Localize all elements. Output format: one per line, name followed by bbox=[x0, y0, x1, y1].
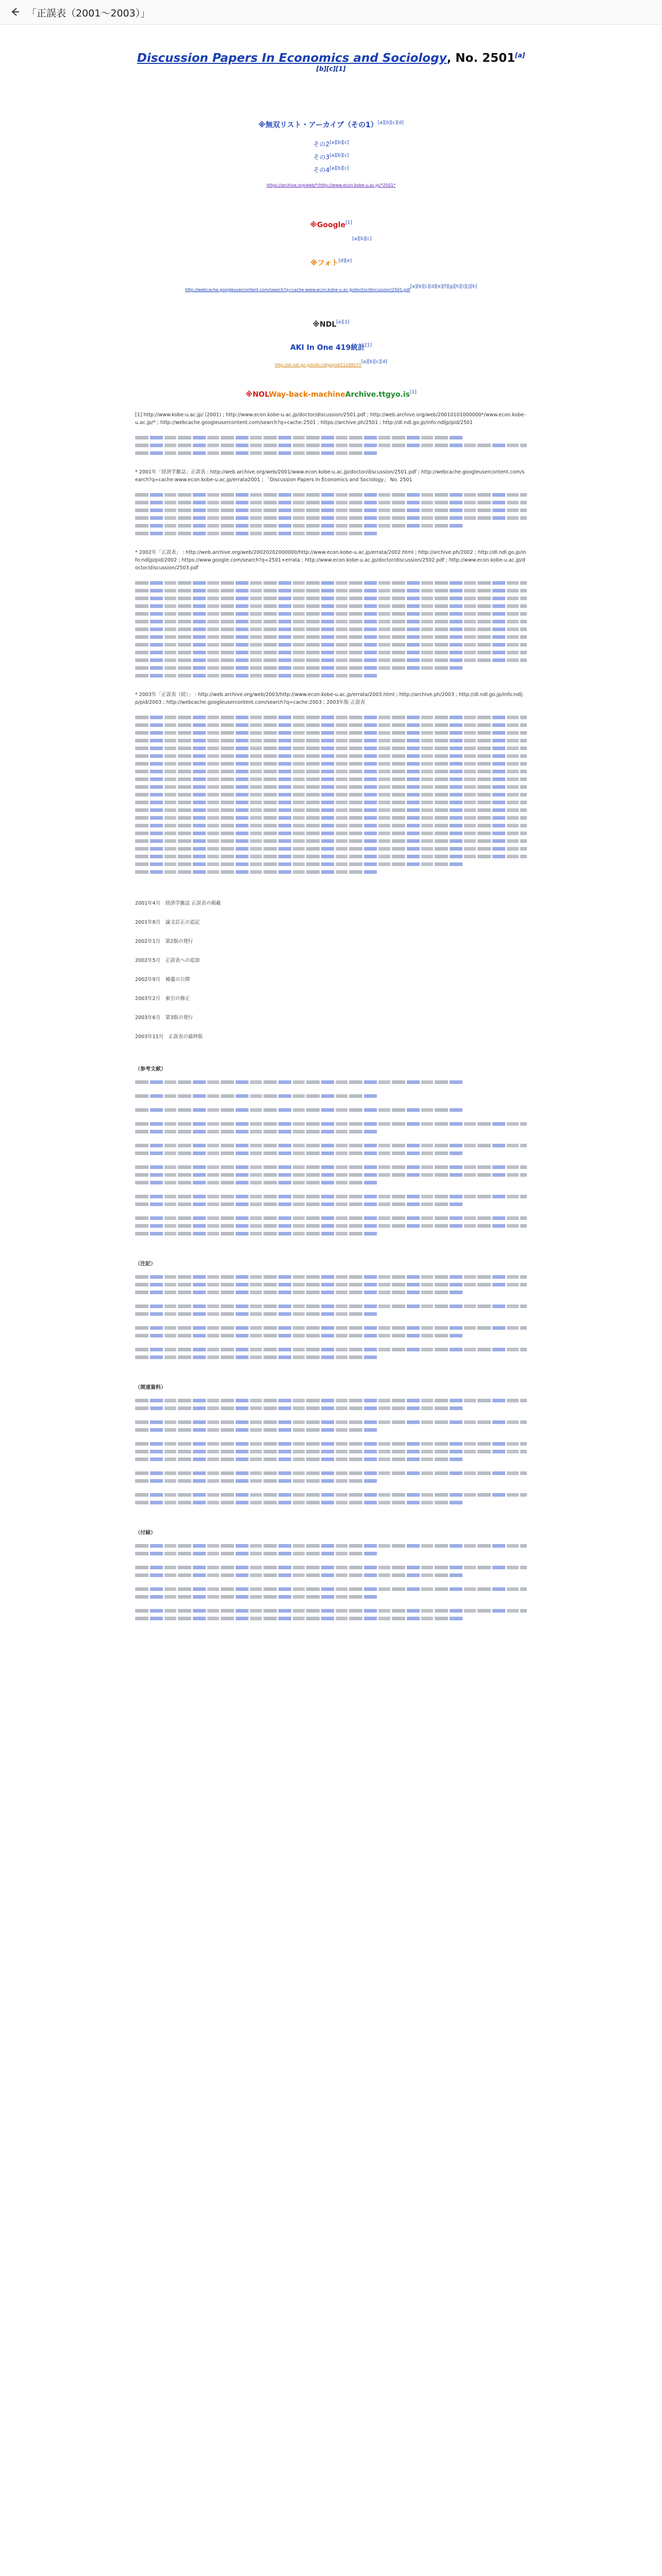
text-line bbox=[135, 1291, 464, 1294]
text-line bbox=[135, 754, 527, 758]
back-arrow-icon[interactable] bbox=[9, 6, 21, 18]
text-line bbox=[135, 666, 464, 670]
cache-url-citations[interactable]: [a][b][c][d][e][f][g][h][i][j][k] bbox=[410, 284, 477, 290]
text-line bbox=[135, 1609, 527, 1613]
text-line bbox=[135, 509, 527, 512]
archive-block bbox=[135, 120, 527, 130]
dated-item: 2002年9月 補遺の公開 bbox=[135, 977, 190, 982]
section-label: （関連資料） bbox=[135, 1385, 166, 1391]
heading-citations[interactable]: [a][b][c][1] bbox=[316, 52, 525, 73]
google-sub-citations[interactable]: [a][b][c] bbox=[352, 236, 372, 242]
google-heading[interactable]: ※Google bbox=[310, 221, 345, 229]
text-line bbox=[135, 770, 527, 773]
text-line bbox=[135, 581, 527, 585]
reference-paragraph: * 2002年「正誤表」 : http://web.archive.org/web/20020202000000/http://www.econ.kobe-u.ac.jp/errata/2002.html ; http://archive.ph/2002 ; http://dl.ndl.go.jp/info:ndljp/pid/2002 ; https://www.google.com/search?q=2501+errata ; http://www.econ.kobe-u.ac.jp/doctor/discussion/2502.pdf ; http://www.econ.kobe-u.ac.jp/doctor/discussion/2503.pdf bbox=[135, 550, 526, 571]
text-line bbox=[135, 1334, 464, 1337]
dated-item: 2002年1月 第2版の発行 bbox=[135, 939, 193, 944]
text-line bbox=[135, 1151, 464, 1155]
reference-paragraph: * 2001年「経済学雑誌」正誤表 : http://web.archive.org/web/2001/www.econ.kobe-u.ac.jp/doctor/discussion/2501.pdf ; http://webcache.googleusercontent.com/search?q=cache:www.econ.kobe-u.ac.jp/errata2001 ; 「Discussion Papers In Economics and Sociology」 No. 2501 bbox=[135, 469, 525, 483]
text-line bbox=[135, 1094, 378, 1098]
text-line bbox=[135, 628, 527, 631]
ndl-url-link[interactable]: http://dl.ndl.go.jp/info:ndljp/pid/11109271 bbox=[275, 363, 361, 367]
photo-block bbox=[135, 258, 527, 268]
aio-heading[interactable]: AKI In One 419統計 bbox=[290, 344, 366, 352]
text-line bbox=[135, 847, 527, 851]
archive-citations[interactable]: [a][b][c][d] bbox=[377, 120, 404, 126]
text-line bbox=[135, 524, 464, 528]
text-line bbox=[135, 604, 527, 608]
text-line bbox=[135, 612, 527, 616]
photo-citation[interactable]: [d][e] bbox=[338, 258, 352, 264]
text-line bbox=[135, 501, 527, 504]
text-line bbox=[135, 451, 378, 455]
google-block bbox=[135, 219, 527, 229]
reference-paragraph: * 2003年「正誤表（続）」 : http://web.archive.org/web/2003/http://www.econ.kobe-u.ac.jp/errata/2003.html ; http://archive.ph/2003 ; http://dl.ndl.go.jp/info:ndljp/pid/2003 ; http://webcache.googleusercontent.com/search?q=cache:2003 ; 2003年版 正誤表 bbox=[135, 692, 523, 705]
archive-url-link[interactable]: https://archive.org/web/*/http://www.econ.kobe-u.ac.jp/*2501* bbox=[266, 183, 396, 188]
ndl-url-citations[interactable]: [a][b][c][d] bbox=[361, 359, 387, 365]
text-line bbox=[135, 444, 527, 447]
text-line bbox=[135, 1144, 527, 1147]
text-line bbox=[135, 1406, 464, 1410]
section-label: （付録） bbox=[135, 1530, 156, 1536]
text-line bbox=[135, 1181, 378, 1184]
text-line bbox=[135, 1493, 527, 1497]
text-line bbox=[135, 1080, 464, 1084]
page-title: 「正誤表（2001～2003）」 bbox=[27, 8, 151, 19]
text-line bbox=[135, 1348, 527, 1351]
text-line bbox=[135, 1617, 464, 1620]
text-line bbox=[135, 1304, 527, 1308]
document-heading bbox=[135, 52, 527, 78]
section-label: （注記） bbox=[135, 1261, 156, 1267]
nol-citation[interactable]: [1] bbox=[410, 389, 417, 395]
text-line bbox=[135, 1108, 464, 1112]
dated-item: 2003年2月 索引の修正 bbox=[135, 996, 190, 1002]
text-line bbox=[135, 777, 527, 781]
text-line bbox=[135, 674, 378, 677]
document-body bbox=[135, 52, 527, 1624]
sono-item[interactable]: その3[a][b][c] bbox=[313, 153, 349, 161]
text-line bbox=[135, 493, 527, 497]
text-line bbox=[135, 1326, 527, 1330]
text-line bbox=[135, 855, 527, 858]
text-line bbox=[135, 1552, 378, 1555]
nol-heading-b[interactable]: Way-back-machine bbox=[269, 391, 345, 399]
text-line bbox=[135, 793, 527, 796]
text-line bbox=[135, 1573, 464, 1577]
text-line bbox=[135, 1501, 464, 1504]
text-line bbox=[135, 832, 527, 835]
reference-paragraph: [1] http://www.kobe-u.ac.jp/ (2001) ; http://www.econ.kobe-u.ac.jp/doctor/discussion/2501.pdf ; http://web.archive.org/web/20010101000000*/www.econ.kobe-u.ac.jp/* ; http://webcache.googleusercontent.com/search?q=cache:2501 ; https://archive.ph/2501 ; http://dl.ndl.go.jp/info:ndljp/pid/2501 bbox=[135, 412, 526, 426]
nol-heading-a[interactable]: ※NOL bbox=[245, 391, 269, 399]
text-line bbox=[135, 862, 464, 866]
nol-heading-c[interactable]: Archive.ttgyo.is bbox=[345, 391, 410, 399]
dated-item: 2003年6月 第3版の発行 bbox=[135, 1015, 193, 1021]
text-line bbox=[135, 731, 527, 735]
ndl-block bbox=[135, 319, 527, 329]
text-line bbox=[135, 1275, 527, 1279]
dated-item: 2002年5月 正誤表への追加 bbox=[135, 958, 200, 963]
text-line bbox=[135, 762, 527, 766]
text-line bbox=[135, 635, 527, 639]
text-line bbox=[135, 516, 527, 520]
text-line bbox=[135, 658, 527, 662]
text-line bbox=[135, 532, 378, 535]
text-line bbox=[135, 839, 527, 843]
text-line bbox=[135, 1232, 378, 1235]
text-line bbox=[135, 1587, 527, 1591]
text-line bbox=[135, 816, 527, 820]
archive-heading[interactable]: ※無双リスト・アーカイブ（その1） bbox=[258, 121, 378, 129]
text-line bbox=[135, 1399, 527, 1402]
sono-list bbox=[135, 137, 527, 176]
text-line bbox=[135, 1420, 527, 1424]
aio-citation[interactable]: [1] bbox=[365, 343, 372, 348]
text-line bbox=[135, 1216, 527, 1220]
text-line bbox=[135, 1442, 527, 1446]
top-bar bbox=[0, 0, 662, 25]
text-line bbox=[135, 824, 527, 827]
section-label: （参考文献） bbox=[135, 1066, 166, 1072]
text-line bbox=[135, 1428, 378, 1432]
text-line bbox=[135, 1355, 378, 1359]
text-line bbox=[135, 808, 527, 812]
text-line bbox=[135, 723, 527, 727]
text-line bbox=[135, 1595, 378, 1599]
text-line bbox=[135, 597, 527, 600]
text-line bbox=[135, 747, 527, 750]
ndl-citation[interactable]: [a][1] bbox=[336, 319, 350, 325]
text-line bbox=[135, 1202, 464, 1206]
dated-item: 2001年4月 経済学雑誌 正誤表の掲載 bbox=[135, 901, 221, 906]
aio-block bbox=[135, 342, 527, 352]
text-line bbox=[135, 1195, 527, 1198]
sono-item[interactable]: その2[a][b][c] bbox=[313, 140, 349, 148]
dated-item: 2001年8月 論文訂正の追記 bbox=[135, 920, 200, 925]
text-line bbox=[135, 1283, 527, 1286]
text-line bbox=[135, 739, 527, 742]
text-line bbox=[135, 801, 527, 804]
google-citation[interactable]: [1] bbox=[345, 220, 352, 226]
text-line bbox=[135, 1122, 527, 1126]
text-line bbox=[135, 643, 527, 647]
text-line bbox=[135, 785, 527, 789]
text-line bbox=[135, 1130, 378, 1133]
photo-heading[interactable]: ※フォト bbox=[310, 259, 339, 267]
text-line bbox=[135, 436, 464, 439]
text-line bbox=[135, 1165, 527, 1169]
text-line bbox=[135, 1544, 527, 1548]
text-line bbox=[135, 620, 527, 623]
sono-item[interactable]: その4[a][b][c] bbox=[313, 166, 349, 174]
text-line bbox=[135, 651, 527, 654]
text-line bbox=[135, 870, 378, 874]
text-line bbox=[135, 589, 527, 592]
text-line bbox=[135, 1312, 378, 1316]
text-line bbox=[135, 1471, 527, 1475]
text-line bbox=[135, 1479, 378, 1483]
text-line bbox=[135, 1224, 527, 1228]
text-line bbox=[135, 1458, 464, 1461]
ndl-heading[interactable]: ※NDL bbox=[312, 320, 337, 329]
heading-issue: , No. 2501 bbox=[446, 52, 516, 65]
text-line bbox=[135, 1566, 527, 1569]
text-line bbox=[135, 716, 527, 719]
dated-item: 2003年11月 正誤表の最終版 bbox=[135, 1034, 203, 1040]
heading-title-link[interactable]: Discussion Papers In Economics and Sociology bbox=[137, 52, 447, 65]
text-line bbox=[135, 1173, 527, 1177]
text-line bbox=[135, 1450, 527, 1453]
cache-url-link[interactable]: http://webcache.googleusercontent.com/search?q=cache:www.econ.kobe-u.ac.jp/doctor/discussion/2501.pdf bbox=[185, 287, 410, 292]
nol-block bbox=[135, 389, 527, 399]
